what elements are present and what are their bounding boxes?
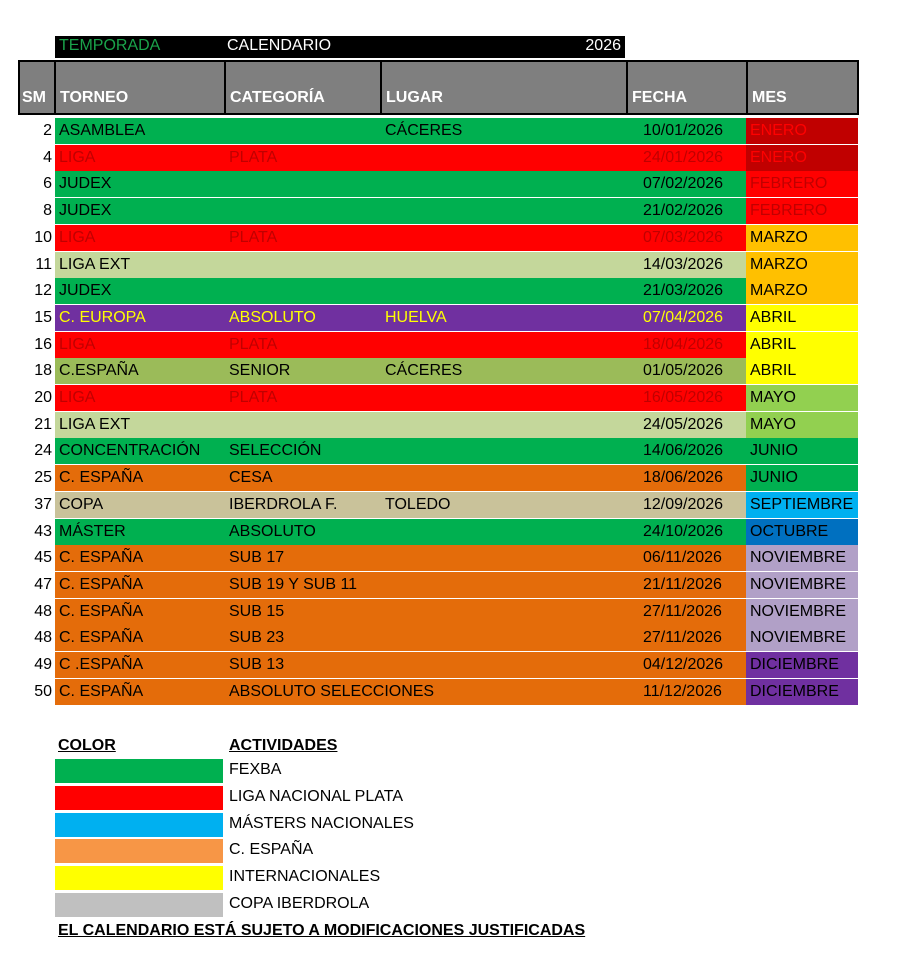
- cell-categoria: SUB 19 Y SUB 11: [229, 575, 358, 593]
- season-label: TEMPORADA: [59, 37, 161, 54]
- table-row: [18, 519, 860, 545]
- cell-categoria: ABSOLUTO SELECCIONES: [229, 682, 435, 700]
- legend-swatch: [55, 759, 223, 783]
- table-row: [18, 332, 860, 358]
- cell-fecha: 14/06/2026: [643, 442, 724, 460]
- cell-mes: MAYO: [746, 412, 858, 438]
- table-row: [18, 358, 860, 384]
- cell-main: [55, 332, 746, 358]
- table-row: [18, 545, 860, 571]
- cell-sm: 48: [18, 599, 55, 625]
- column-header-torneo: TORNEO: [54, 60, 226, 115]
- cell-mes: ENERO: [746, 145, 858, 171]
- cell-mes: SEPTIEMBRE: [746, 492, 858, 518]
- column-header-categoria: CATEGORÍA: [224, 60, 382, 115]
- cell-categoria: SELECCIÓN: [229, 442, 322, 460]
- cell-torneo: C. ESPAÑA: [59, 549, 144, 567]
- table-row: [18, 572, 860, 598]
- column-header-mes: MES: [746, 60, 859, 115]
- cell-categoria: SENIOR: [229, 362, 291, 380]
- cell-categoria: IBERDROLA F.: [229, 495, 338, 513]
- table-row: [18, 198, 860, 224]
- cell-fecha: 18/06/2026: [643, 469, 724, 487]
- cell-main: [55, 545, 746, 571]
- table-row: [18, 225, 860, 251]
- cell-mes: NOVIEMBRE: [746, 572, 858, 598]
- cell-sm: 12: [18, 278, 55, 304]
- cell-main: [55, 519, 746, 545]
- cell-torneo: MÁSTER: [59, 522, 126, 540]
- cell-fecha: 12/09/2026: [643, 495, 724, 513]
- cell-mes: ABRIL: [746, 332, 858, 358]
- legend-color-header: COLOR: [58, 737, 116, 754]
- table-row: [18, 465, 860, 491]
- cell-sm: 15: [18, 305, 55, 331]
- cell-mes: MARZO: [746, 252, 858, 278]
- cell-torneo: LIGA: [59, 148, 96, 166]
- cell-sm: 43: [18, 519, 55, 545]
- cell-fecha: 16/05/2026: [643, 389, 724, 406]
- table-row: [18, 625, 860, 651]
- cell-lugar: TOLEDO: [385, 495, 451, 513]
- cell-torneo: COPA: [59, 495, 104, 513]
- cell-sm: 24: [18, 438, 55, 464]
- column-header-sm: SM: [18, 60, 56, 115]
- cell-categoria: ABSOLUTO: [229, 522, 316, 540]
- cell-torneo: JUDEX: [59, 175, 112, 193]
- cell-mes: OCTUBRE: [746, 519, 858, 545]
- cell-fecha: 04/12/2026: [643, 656, 724, 673]
- cell-mes: FEBRERO: [746, 198, 858, 224]
- table-row: [18, 118, 860, 144]
- cell-torneo: C .ESPAÑA: [59, 656, 144, 673]
- cell-main: [55, 252, 746, 278]
- cell-categoria: PLATA: [229, 148, 278, 166]
- cell-main: [55, 599, 746, 625]
- cell-lugar: CÁCERES: [385, 122, 463, 139]
- cell-sm: 8: [18, 198, 55, 224]
- table-row: [18, 385, 860, 411]
- cell-fecha: 01/05/2026: [643, 362, 724, 380]
- cell-main: [55, 438, 746, 464]
- cell-main: [55, 278, 746, 304]
- cell-torneo: CONCENTRACIÓN: [59, 442, 201, 460]
- legend-swatch: [55, 839, 223, 863]
- cell-mes: NOVIEMBRE: [746, 545, 858, 571]
- cell-main: [55, 492, 746, 518]
- cell-sm: 2: [18, 118, 55, 144]
- cell-main: [55, 198, 746, 224]
- cell-sm: 47: [18, 572, 55, 598]
- table-row: [18, 412, 860, 438]
- cell-torneo: C. ESPAÑA: [59, 682, 144, 700]
- cell-torneo: C. ESPAÑA: [59, 575, 144, 593]
- cell-main: [55, 305, 746, 331]
- cell-fecha: 07/04/2026: [643, 308, 724, 326]
- column-header-lugar: LUGAR: [380, 60, 628, 115]
- cell-sm: 50: [18, 679, 55, 705]
- cell-mes: JUNIO: [746, 438, 858, 464]
- cell-main: [55, 572, 746, 598]
- legend-label: MÁSTERS NACIONALES: [229, 814, 414, 832]
- cell-torneo: C. EUROPA: [59, 308, 146, 326]
- cell-sm: 6: [18, 171, 55, 197]
- cell-sm: 45: [18, 545, 55, 571]
- cell-main: [55, 625, 746, 651]
- cell-fecha: 27/11/2026: [643, 629, 722, 647]
- legend-label: COPA IBERDROLA: [229, 895, 370, 912]
- cell-main: [55, 145, 746, 171]
- cell-main: [55, 225, 746, 251]
- legend-label: LIGA NACIONAL PLATA: [229, 787, 403, 805]
- cell-categoria: PLATA: [229, 389, 278, 406]
- cell-fecha: 24/05/2026: [643, 415, 724, 433]
- table-row: [18, 599, 860, 625]
- cell-categoria: CESA: [229, 469, 273, 487]
- cell-mes: ABRIL: [746, 305, 858, 331]
- table-row: [18, 278, 860, 304]
- legend-swatch: [55, 893, 223, 917]
- title-bar: [55, 36, 625, 58]
- cell-sm: 18: [18, 358, 55, 384]
- cell-sm: 11: [18, 252, 55, 278]
- cell-mes: ENERO: [746, 118, 858, 144]
- cell-sm: 21: [18, 412, 55, 438]
- cell-torneo: JUDEX: [59, 282, 112, 300]
- cell-mes: MARZO: [746, 278, 858, 304]
- cell-torneo: C. ESPAÑA: [59, 469, 144, 487]
- cell-sm: 37: [18, 492, 55, 518]
- cell-fecha: 10/01/2026: [643, 122, 724, 139]
- table-row: [18, 171, 860, 197]
- cell-fecha: 21/02/2026: [643, 202, 724, 220]
- cell-fecha: 14/03/2026: [643, 255, 724, 273]
- cell-fecha: 21/03/2026: [643, 282, 724, 300]
- cell-categoria: PLATA: [229, 228, 278, 246]
- cell-mes: DICIEMBRE: [746, 652, 858, 678]
- cell-main: [55, 652, 746, 678]
- cell-torneo: LIGA EXT: [59, 255, 131, 273]
- cell-sm: 16: [18, 332, 55, 358]
- cell-mes: JUNIO: [746, 465, 858, 491]
- cell-sm: 4: [18, 145, 55, 171]
- table-row: [18, 492, 860, 518]
- cell-torneo: LIGA: [59, 389, 96, 406]
- cell-fecha: 07/03/2026: [643, 228, 724, 246]
- cell-categoria: ABSOLUTO: [229, 308, 316, 326]
- cell-mes: FEBRERO: [746, 171, 858, 197]
- cell-mes: ABRIL: [746, 358, 858, 384]
- legend-swatch: [55, 813, 223, 837]
- cell-main: [55, 679, 746, 705]
- cell-fecha: 18/04/2026: [643, 335, 724, 353]
- cell-sm: 10: [18, 225, 55, 251]
- cell-categoria: SUB 23: [229, 629, 285, 647]
- cell-mes: DICIEMBRE: [746, 679, 858, 705]
- cell-mes: MAYO: [746, 385, 858, 411]
- column-header-fecha: FECHA: [626, 60, 748, 115]
- cell-main: [55, 171, 746, 197]
- cell-sm: 20: [18, 385, 55, 411]
- disclaimer-note: EL CALENDARIO ESTÁ SUJETO A MODIFICACIONES JUSTIFICADAS: [58, 922, 586, 939]
- cell-lugar: HUELVA: [385, 308, 447, 326]
- cell-mes: NOVIEMBRE: [746, 599, 858, 625]
- cell-main: [55, 412, 746, 438]
- table-row: [18, 145, 860, 171]
- table-row: [18, 679, 860, 705]
- cell-torneo: LIGA EXT: [59, 415, 131, 433]
- legend-activities-header: ACTIVIDADES: [229, 737, 338, 754]
- table-row: [18, 252, 860, 278]
- legend-label: C. ESPAÑA: [229, 841, 314, 859]
- legend-swatch: [55, 786, 223, 810]
- cell-main: [55, 385, 746, 411]
- cell-categoria: SUB 17: [229, 549, 285, 567]
- cell-fecha: 27/11/2026: [643, 602, 722, 620]
- cell-categoria: SUB 15: [229, 602, 285, 620]
- cell-mes: NOVIEMBRE: [746, 625, 858, 651]
- cell-main: [55, 118, 746, 144]
- legend-swatch: [55, 866, 223, 890]
- cell-categoria: PLATA: [229, 335, 278, 353]
- cell-torneo: C.ESPAÑA: [59, 362, 139, 380]
- cell-fecha: 07/02/2026: [643, 175, 724, 193]
- table-row: [18, 652, 860, 678]
- cell-main: [55, 465, 746, 491]
- year-label: 2026: [585, 37, 621, 54]
- cell-categoria: SUB 13: [229, 656, 285, 673]
- cell-torneo: JUDEX: [59, 202, 112, 220]
- cell-fecha: 21/11/2026: [643, 575, 722, 593]
- legend-label: FEXBA: [229, 761, 282, 778]
- cell-sm: 48: [18, 625, 55, 651]
- cell-torneo: LIGA: [59, 335, 96, 353]
- cell-main: [55, 358, 746, 384]
- table-row: [18, 305, 860, 331]
- cell-sm: 49: [18, 652, 55, 678]
- cell-fecha: 06/11/2026: [643, 549, 722, 567]
- cell-torneo: LIGA: [59, 228, 96, 246]
- calendar-label: CALENDARIO: [227, 37, 332, 54]
- cell-lugar: CÁCERES: [385, 362, 463, 380]
- cell-torneo: ASAMBLEA: [59, 122, 146, 139]
- cell-mes: MARZO: [746, 225, 858, 251]
- cell-sm: 25: [18, 465, 55, 491]
- cell-fecha: 11/12/2026: [643, 682, 722, 700]
- table-row: [18, 438, 860, 464]
- cell-fecha: 24/10/2026: [643, 522, 724, 540]
- cell-torneo: C. ESPAÑA: [59, 629, 144, 647]
- cell-fecha: 24/01/2026: [643, 148, 724, 166]
- cell-torneo: C. ESPAÑA: [59, 602, 144, 620]
- legend-label: INTERNACIONALES: [229, 868, 381, 886]
